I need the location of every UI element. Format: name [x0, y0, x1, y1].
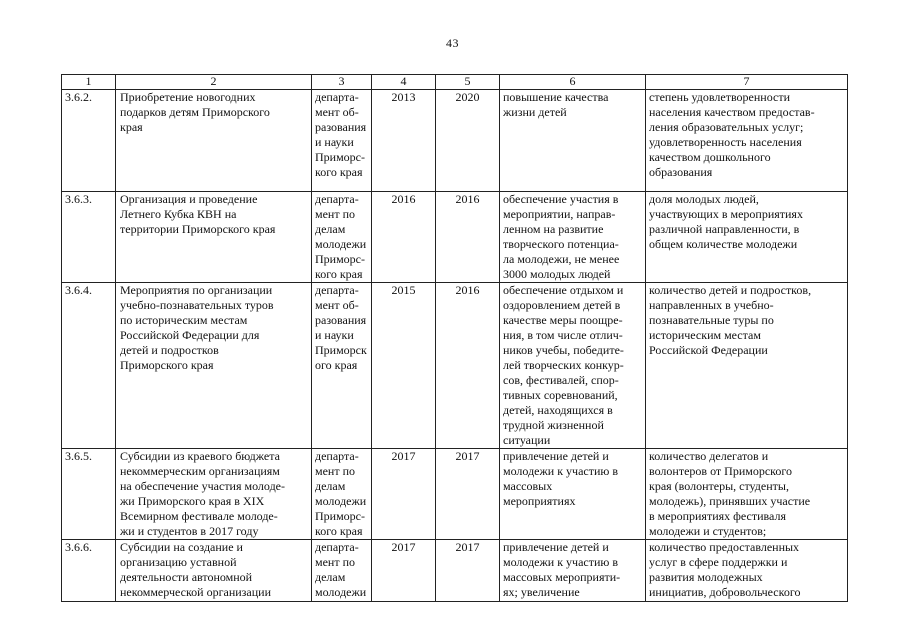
- column-header: 1: [62, 75, 116, 90]
- activity-name: Субсидии на создание и организацию уставной деятельности автономной некоммерческой организации: [116, 540, 312, 602]
- executor: департа- мент по делам молодежи: [312, 540, 372, 602]
- item-number: 3.6.5.: [62, 449, 116, 540]
- end-year: 2016: [436, 283, 500, 449]
- item-number: 3.6.2.: [62, 90, 116, 192]
- column-header: 2: [116, 75, 312, 90]
- activity-name: Субсидии из краевого бюджета некоммерческим организациям на обеспечение участия молоде- жи Приморского края в XIX Всемирном фестивале молоде- жи и студентов в 2017 году: [116, 449, 312, 540]
- table-row: [62, 90, 848, 192]
- end-year: 2017: [436, 449, 500, 540]
- start-year: 2017: [372, 449, 436, 540]
- executor: департа- мент об- разования и науки Приморск ого края: [312, 283, 372, 449]
- executor: департа- мент по делам молодежи Приморс- кого края: [312, 449, 372, 540]
- program-table: [61, 74, 848, 602]
- item-number: 3.6.6.: [62, 540, 116, 602]
- table-row: [62, 540, 848, 602]
- activity-name: Организация и проведение Летнего Кубка КВН на территории Приморского края: [116, 192, 312, 283]
- table-header-row: [62, 75, 848, 90]
- table-row: [62, 192, 848, 283]
- column-header: 5: [436, 75, 500, 90]
- item-number: 3.6.3.: [62, 192, 116, 283]
- indicator: степень удовлетворенности населения качеством предостав- ления образовательных услуг; удовлетворенность населения качеством дошкольного образования: [646, 90, 848, 192]
- activity-name: Приобретение новогодних подарков детям Приморского края: [116, 90, 312, 192]
- indicator: количество делегатов и волонтеров от Приморского края (волонтеры, студенты, молодежь), принявших участие в мероприятиях фестиваля молодежи и студентов;: [646, 449, 848, 540]
- column-header: 4: [372, 75, 436, 90]
- start-year: 2015: [372, 283, 436, 449]
- expected-result: привлечение детей и молодежи к участию в массовых мероприятиях: [500, 449, 646, 540]
- end-year: 2016: [436, 192, 500, 283]
- page-number: 43: [446, 36, 459, 50]
- end-year: 2020: [436, 90, 500, 192]
- start-year: 2016: [372, 192, 436, 283]
- start-year: 2017: [372, 540, 436, 602]
- expected-result: обеспечение отдыхом и оздоровлением детей в качестве меры поощре- ния, в том числе отлич- ников учебы, победите- лей творческих конкур- сов, фестивалей, спор- тивных соревнований, детей, находящихся в трудной жизненной ситуации: [500, 283, 646, 449]
- executor: департа- мент об- разования и науки Приморс- кого края: [312, 90, 372, 192]
- indicator: количество предоставленных услуг в сфере поддержки и развития молодежных инициатив, добровольческого: [646, 540, 848, 602]
- column-header: 7: [646, 75, 848, 90]
- item-number: 3.6.4.: [62, 283, 116, 449]
- indicator: доля молодых людей, участвующих в мероприятиях различной направленности, в общем количестве молодежи: [646, 192, 848, 283]
- start-year: 2013: [372, 90, 436, 192]
- end-year: 2017: [436, 540, 500, 602]
- table-row: [62, 283, 848, 449]
- column-header: 6: [500, 75, 646, 90]
- expected-result: привлечение детей и молодежи к участию в массовых мероприяти- ях; увеличение: [500, 540, 646, 602]
- activity-name: Мероприятия по организации учебно-познавательных туров по историческим местам Российской Федерации для детей и подростков Приморского края: [116, 283, 312, 449]
- expected-result: обеспечение участия в мероприятии, направ- ленном на развитие творческого потенциа- ла молодежи, не менее 3000 молодых людей: [500, 192, 646, 283]
- executor: департа- мент по делам молодежи Приморс- кого края: [312, 192, 372, 283]
- column-header: 3: [312, 75, 372, 90]
- table-row: [62, 449, 848, 540]
- indicator: количество детей и подростков, направленных в учебно- познавательные туры по историческим местам Российской Федерации: [646, 283, 848, 449]
- expected-result: повышение качества жизни детей: [500, 90, 646, 192]
